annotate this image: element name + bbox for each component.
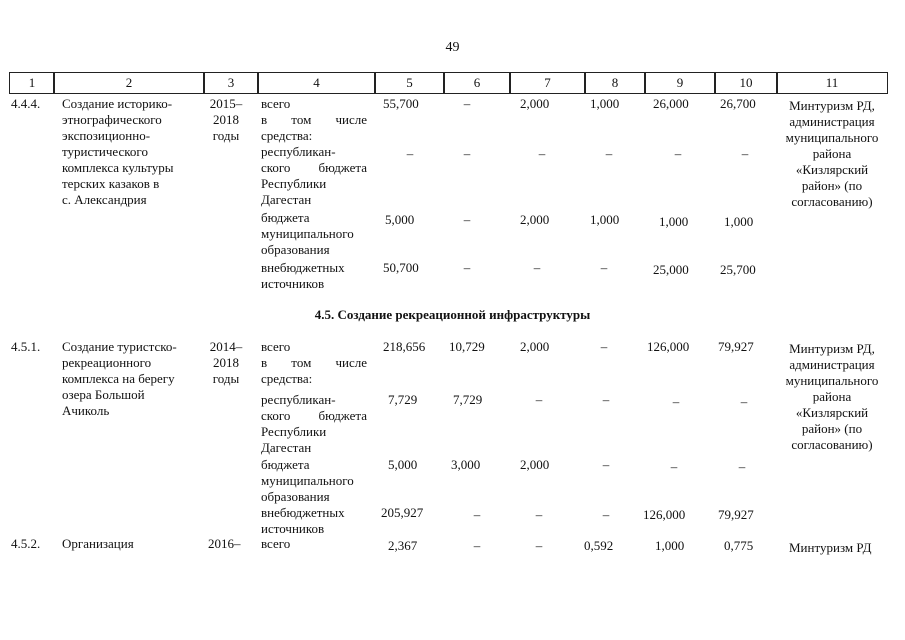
- measure-name: Организация: [62, 536, 134, 551]
- page-number: 49: [445, 40, 460, 55]
- value-cell: 10,729: [449, 339, 485, 354]
- name-line: экспозиционно-: [62, 128, 151, 143]
- header-cell: 1: [9, 72, 55, 94]
- value-cell: –: [463, 260, 471, 275]
- executor-line: согласованию): [791, 194, 873, 209]
- header-cell: 11: [776, 72, 888, 94]
- executor: Минтуризм РД: [789, 540, 872, 555]
- value-cell: 2,367: [388, 538, 418, 553]
- value-cell: 55,700: [383, 96, 419, 111]
- source-line: источников: [261, 276, 325, 291]
- source-line: ского бюджета: [261, 408, 367, 423]
- value-cell: –: [741, 146, 749, 161]
- value-cell: 7,729: [388, 392, 418, 407]
- value-cell: 126,000: [647, 339, 690, 354]
- value-cell: –: [602, 392, 610, 407]
- value-cell: 2,000: [520, 457, 550, 472]
- source-republic: [261, 392, 367, 456]
- period-line: годы: [212, 128, 240, 143]
- value-cell: 1,000: [724, 214, 754, 229]
- source-municipal: [261, 210, 354, 258]
- value-cell: –: [738, 459, 746, 474]
- executor-line: Минтуризм РД,: [789, 98, 875, 113]
- value-cell: 205,927: [381, 505, 424, 520]
- value-cell: 7,729: [453, 392, 483, 407]
- executor-line: согласованию): [791, 437, 873, 452]
- funding-sources: [261, 96, 367, 144]
- executor-line: район» (по: [801, 178, 863, 193]
- executor-line: «Кизлярский: [795, 405, 869, 420]
- header-cell: 9: [644, 72, 716, 94]
- source-line: республикан-: [261, 144, 336, 159]
- source-municipal: [261, 457, 354, 505]
- executor-line: Минтуризм РД,: [789, 341, 875, 356]
- value-cell: –: [600, 260, 608, 275]
- value-cell: 1,000: [655, 538, 685, 553]
- source-extrabudget: [261, 505, 345, 537]
- executor-line: района: [812, 389, 852, 404]
- source-line: образования: [261, 242, 330, 257]
- executor-line: муниципального: [785, 373, 879, 388]
- period-line: 2015–: [209, 96, 243, 111]
- source-line: республикан-: [261, 392, 336, 407]
- source-line: Дагестан: [261, 192, 312, 207]
- value-cell: –: [473, 538, 481, 553]
- source-line: Республики: [261, 176, 327, 191]
- source-total: всего: [261, 339, 291, 354]
- value-cell: 2,000: [520, 212, 550, 227]
- executor-line: администрация: [789, 357, 875, 372]
- value-cell: 50,700: [383, 260, 419, 275]
- value-cell: 26,000: [653, 96, 689, 111]
- value-cell: –: [674, 146, 682, 161]
- source-line: ского бюджета: [261, 160, 367, 175]
- source-line: бюджета: [261, 457, 310, 472]
- header-cell: 10: [714, 72, 778, 94]
- header-cell: 4: [257, 72, 376, 94]
- value-cell: –: [473, 507, 481, 522]
- name-line: Ачиколь: [62, 403, 110, 418]
- source-line: источников: [261, 521, 325, 536]
- value-cell: –: [740, 394, 748, 409]
- source-total: всего: [261, 536, 291, 551]
- period-line: 2018: [213, 112, 239, 127]
- value-cell: 79,927: [718, 339, 754, 354]
- value-cell: 5,000: [385, 212, 415, 227]
- source-line: бюджета: [261, 210, 310, 225]
- value-cell: 2,000: [520, 96, 550, 111]
- source-total: всего: [261, 96, 291, 111]
- value-cell: –: [535, 538, 543, 553]
- value-cell: 3,000: [451, 457, 481, 472]
- value-cell: 1,000: [590, 212, 620, 227]
- source-line: Дагестан: [261, 440, 312, 455]
- value-cell: –: [535, 392, 543, 407]
- source-line: внебюджетных: [261, 505, 345, 520]
- header-cell: 3: [203, 72, 259, 94]
- value-cell: 5,000: [388, 457, 418, 472]
- name-line: комплекса на берегу: [62, 371, 175, 386]
- source-including: в том числе средства:: [261, 355, 367, 386]
- executor-line: района: [812, 146, 852, 161]
- source-extrabudget: [261, 260, 345, 292]
- value-cell: –: [406, 146, 414, 161]
- source-line: внебюджетных: [261, 260, 345, 275]
- value-cell: 25,000: [653, 262, 689, 277]
- name-line: комплекса культуры: [62, 160, 174, 175]
- value-cell: –: [605, 146, 613, 161]
- value-cell: –: [600, 339, 608, 354]
- header-cell: 2: [53, 72, 205, 94]
- value-cell: –: [463, 96, 471, 111]
- header-cell: 8: [584, 72, 646, 94]
- value-cell: –: [602, 457, 610, 472]
- header-cell: 5: [374, 72, 445, 94]
- measure-name: [62, 339, 177, 419]
- value-cell: 2,000: [520, 339, 550, 354]
- source-line: Республики: [261, 424, 327, 439]
- period-line: 2018: [213, 355, 239, 370]
- value-cell: 1,000: [590, 96, 620, 111]
- value-cell: 218,656: [383, 339, 426, 354]
- value-cell: 1,000: [659, 214, 689, 229]
- value-cell: 126,000: [643, 507, 686, 522]
- value-cell: –: [535, 507, 543, 522]
- value-cell: –: [463, 146, 471, 161]
- table-header: [9, 72, 887, 94]
- section-title: 4.5. Создание рекреационной инфраструктуры: [314, 307, 591, 322]
- period-line: годы: [212, 371, 240, 386]
- executor-line: муниципального: [785, 130, 879, 145]
- measure-name: [62, 96, 174, 208]
- value-cell: –: [463, 212, 471, 227]
- executor-line: «Кизлярский: [795, 162, 869, 177]
- header-cell: 7: [509, 72, 586, 94]
- value-cell: –: [533, 260, 541, 275]
- executor: [776, 98, 888, 210]
- row-number: 4.4.4.: [11, 96, 41, 111]
- value-cell: 0,592: [584, 538, 614, 553]
- row-number: 4.5.2.: [11, 536, 41, 551]
- value-cell: –: [670, 459, 678, 474]
- name-line: Создание туристско-: [62, 339, 177, 354]
- name-line: терских казаков в: [62, 176, 160, 191]
- executor: [776, 341, 888, 453]
- name-line: этнографического: [62, 112, 162, 127]
- name-line: туристического: [62, 144, 148, 159]
- source-republic: [261, 144, 367, 208]
- executor-line: администрация: [789, 114, 875, 129]
- value-cell: 26,700: [720, 96, 756, 111]
- period: [204, 96, 248, 144]
- value-cell: –: [672, 394, 680, 409]
- name-line: рекреационного: [62, 355, 152, 370]
- period: 2016–: [208, 536, 241, 551]
- period-line: 2014–: [209, 339, 243, 354]
- executor-line: район» (по: [801, 421, 863, 436]
- source-line: муниципального: [261, 226, 354, 241]
- name-line: озера Большой: [62, 387, 145, 402]
- row-number: 4.5.1.: [11, 339, 41, 354]
- value-cell: 25,700: [720, 262, 756, 277]
- value-cell: –: [602, 507, 610, 522]
- funding-sources: [261, 339, 367, 387]
- name-line: Создание историко-: [62, 96, 173, 111]
- name-line: с. Александрия: [62, 192, 147, 207]
- period: [204, 339, 248, 387]
- value-cell: –: [538, 146, 546, 161]
- value-cell: 0,775: [724, 538, 754, 553]
- source-including: в том числе средства:: [261, 112, 367, 143]
- header-cell: 6: [443, 72, 511, 94]
- source-line: муниципального: [261, 473, 354, 488]
- source-line: образования: [261, 489, 330, 504]
- value-cell: 79,927: [718, 507, 754, 522]
